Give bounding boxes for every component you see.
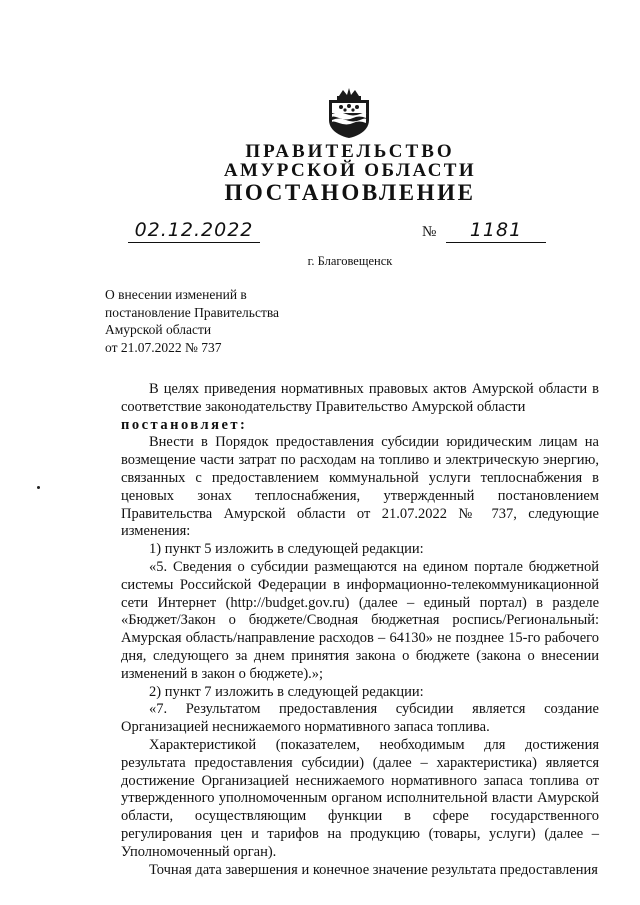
- body-paragraph: Внести в Порядок предоставления субсидии юридическим лицам на возмещение части затрат по расходам на топливо и электрическую энергию, связанных с предоставлением коммунальной услуги теплоснабжения в ценовых зонах теплоснабжения, утвержденный постановлением Правительства Амурской области от 21.07.2022 № 737, следующие изменения:: [121, 434, 599, 540]
- document-body: [121, 381, 599, 879]
- subject-line: постановление Правительства: [105, 304, 280, 320]
- subject-line: Амурской области: [105, 322, 212, 338]
- resolution-keyword: постановляет:: [121, 416, 248, 433]
- subject-line: от 21.07.2022 № 737: [105, 339, 222, 355]
- body-paragraph: 1) пункт 5 изложить в следующей редакции:: [149, 541, 424, 558]
- document-type-title: ПОСТАНОВЛЕНИЕ: [224, 180, 476, 205]
- body-paragraph: В целях приведения нормативных правовых актов Амурской области в соответствие законодательству Правительство Амурской области: [121, 381, 599, 415]
- document-number: 1181: [446, 218, 546, 243]
- scan-speck: [37, 486, 40, 489]
- amur-region-coat-of-arms-icon: [325, 86, 373, 138]
- city-label: г. Благовещенск: [307, 254, 393, 268]
- body-paragraph: «7. Результатом предоставления субсидии является создание Организацией неснижаемого нормативного запаса топлива.: [121, 701, 599, 736]
- document-subject: [105, 286, 365, 356]
- body-paragraph: Точная дата завершения и конечное значение результата предоставления: [149, 861, 598, 878]
- government-title: ПРАВИТЕЛЬСТВО: [245, 141, 455, 162]
- region-title: АМУРСКОЙ ОБЛАСТИ: [223, 160, 477, 181]
- body-paragraph: 2) пункт 7 изложить в следующей редакции:: [149, 683, 424, 700]
- body-paragraph: «5. Сведения о субсидии размещаются на едином портале бюджетной системы Российской Федерации в информационно-телекоммуникационной сети Интернет (http://budget.gov.ru) (далее – единый портал) в разделе «Бюджет/Закон о бюджете/Сводная бюджетная роспись/Региональный: Амурская область/направление расходов – 64130» не позднее 15-го рабочего дня, следующего за днем принятия закона о бюджете (закона о внесении изменений в закон о бюджете).»;: [121, 558, 599, 682]
- body-paragraph: Характеристикой (показателем, необходимым для достижения результата предоставления субсидии) (далее – характеристика) является достижение Организацией неснижаемого нормативного запаса топлива от утвержденного уполномоченным органом исполнительной власти Амурской области, осуществляющим функции в сфере государственного регулирования цен и тарифов на продукцию (товары, услуги) (далее – Уполномоченный орган).: [121, 736, 599, 860]
- subject-line: О внесении изменений в: [105, 287, 247, 302]
- document-date: 02.12.2022: [128, 218, 260, 243]
- number-label: №: [422, 224, 437, 240]
